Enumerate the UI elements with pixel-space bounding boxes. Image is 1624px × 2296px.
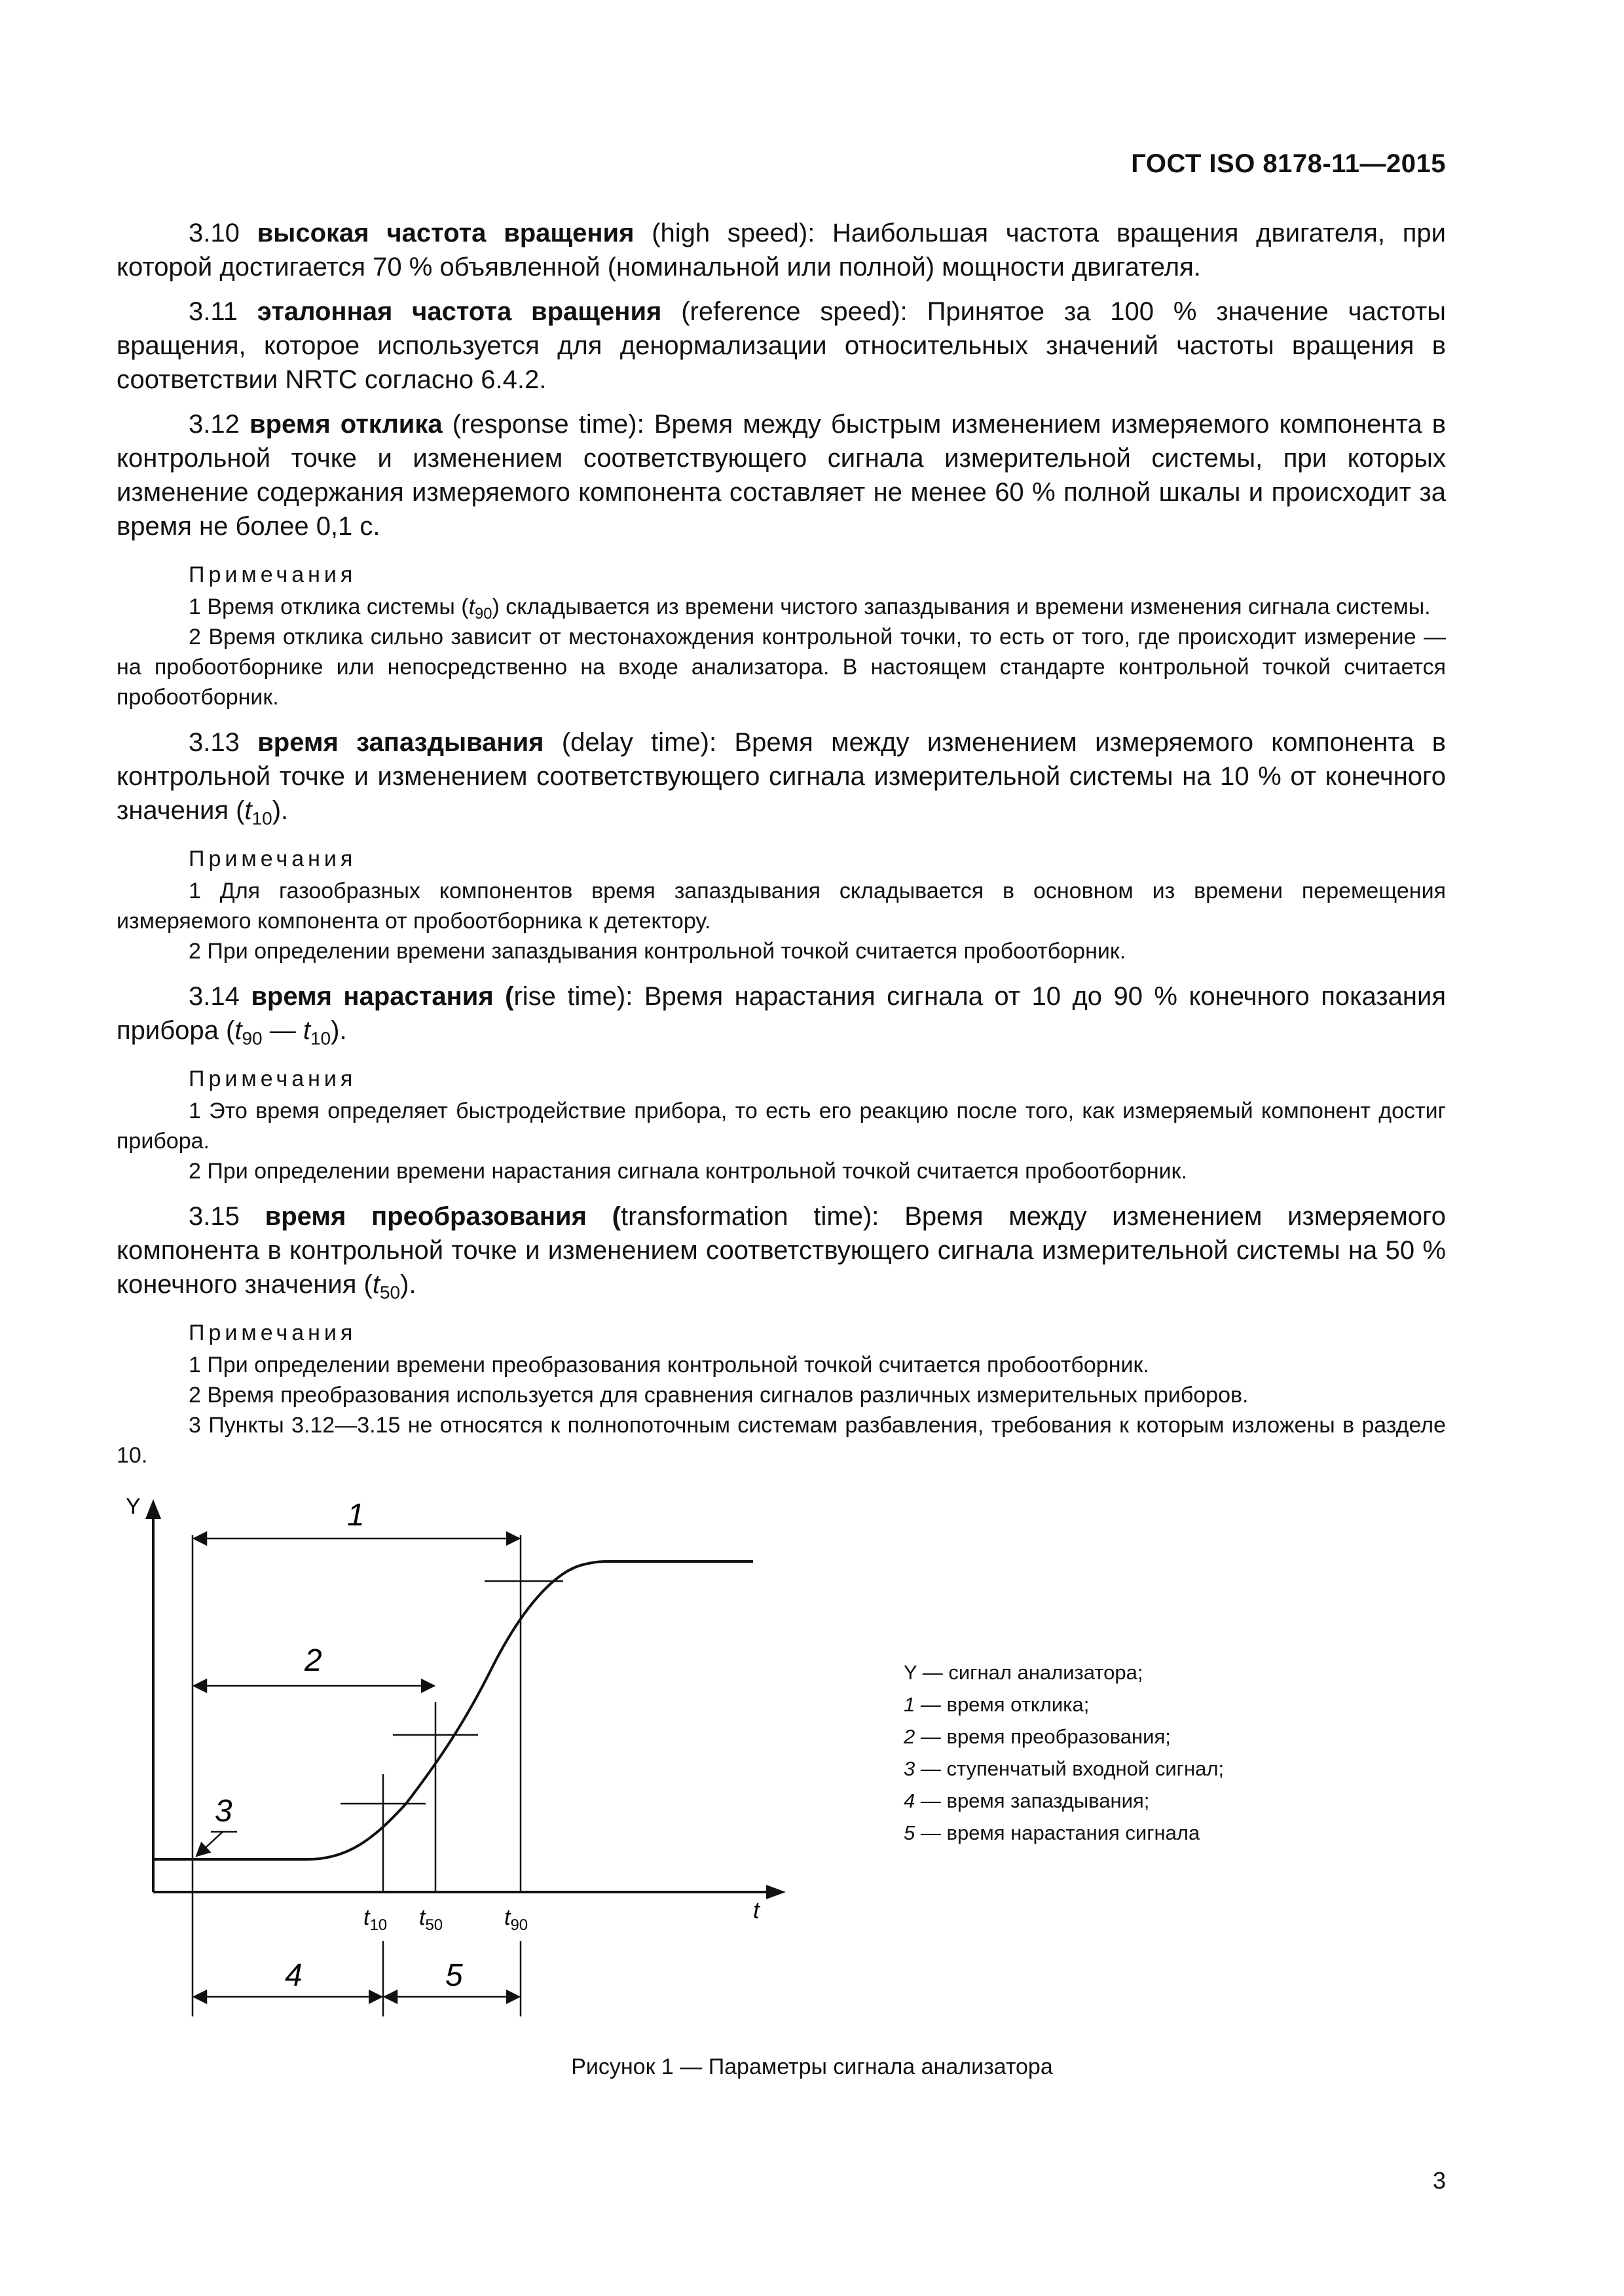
section-3-14 <box>117 979 1446 1048</box>
section-term-en: (reference speed): <box>681 297 908 326</box>
label-3: 3 <box>215 1794 232 1829</box>
section-term-en: (high speed): <box>652 219 815 247</box>
notes-3-13 <box>117 845 1446 966</box>
note-item: 1 При определении времени преобразования контрольной точкой считается пробоотборник. <box>189 1353 1149 1377</box>
section-3-10 <box>117 216 1446 284</box>
note-item: 3 Пункты 3.12—3.15 не относятся к полнопоточным системам разбавления, требования к которым изложены в разделе 10. <box>117 1413 1446 1468</box>
subscript: 90 <box>475 605 492 623</box>
section-term: эталонная частота вращения <box>257 297 662 326</box>
note-text: 1 Время отклика системы ( <box>189 594 469 619</box>
page-number: 3 <box>1432 2167 1446 2194</box>
section-term-en: (response time): <box>452 410 644 439</box>
legend-row <box>904 1721 1493 1753</box>
section-text-end: ). <box>331 1016 347 1045</box>
symbol: t <box>372 1270 380 1299</box>
notes-3-12 <box>117 560 1446 712</box>
signal-curve <box>153 1561 753 1859</box>
section-text: Наибольшая частота вращения двигателя, при которой достигается 70 % объявленной (номинальной или полной) мощности двигателя. <box>117 219 1447 282</box>
legend-text: — время отклика; <box>915 1693 1090 1716</box>
y-axis-label: Y <box>126 1494 141 1519</box>
notes-title: Примечания <box>189 1321 357 1345</box>
subscript: 10 <box>251 808 272 829</box>
tick-label-t10: $t_{10}$ <box>363 1905 388 1934</box>
section-text-end: ). <box>272 796 289 825</box>
section-3-13 <box>117 725 1446 828</box>
legend-text: — ступенчатый входной сигнал; <box>915 1757 1225 1780</box>
note-item: 1 Для газообразных компонентов время запаздывания складывается в основном из времени перемещения измеряемого компонента от пробоотборника к детектору. <box>117 879 1446 934</box>
symbol: t <box>303 1016 310 1045</box>
label-2: 2 <box>304 1643 322 1678</box>
leader-3 <box>196 1832 223 1856</box>
section-term-en: transformation time): <box>621 1202 879 1231</box>
legend-key: 3 <box>904 1757 915 1780</box>
section-text: Время между быстрым изменением измеряемого компонента в контрольной точке и изменением соответствующего сигнала измерительной системы, при которых изменение содержания измеряемого компонента составляет не менее 60 % полной шкалы и происходит за время не более 0,1 с. <box>117 410 1446 541</box>
y-axis-arrow-icon <box>145 1499 161 1519</box>
notes-3-15 <box>117 1319 1446 1470</box>
legend-row <box>904 1688 1493 1721</box>
dash: — <box>262 1016 303 1045</box>
notes-title: Примечания <box>189 1066 357 1091</box>
section-text: Время между изменением измеряемого компонента в контрольной точке и изменением соответствующего сигнала измерительной системы на 50 % конечного значения ( <box>117 1202 1446 1299</box>
symbol: t <box>234 1016 242 1045</box>
legend-row <box>904 1656 1493 1688</box>
document-body <box>117 216 1446 1484</box>
section-text: Принятое за 100 % значение частоты вращения, которое используется для денормализации относительных значений частоты вращения в соответствии NRTC согласно 6.4.2. <box>117 297 1446 394</box>
note-item: 2 Время преобразования используется для сравнения сигналов различных измерительных приборов. <box>189 1383 1249 1408</box>
section-term: высокая частота вращения <box>257 219 635 247</box>
subscript: 90 <box>242 1028 263 1049</box>
notes-3-14 <box>117 1065 1446 1186</box>
label-1: 1 <box>347 1498 365 1533</box>
legend-key: 4 <box>904 1789 915 1812</box>
note-item <box>117 592 1446 622</box>
section-3-15 <box>117 1199 1446 1302</box>
legend-text: — сигнал анализатора; <box>917 1661 1143 1684</box>
legend-key: 2 <box>904 1725 915 1748</box>
legend-key: 1 <box>904 1693 915 1716</box>
figure-analyzer-signal <box>98 1473 845 2036</box>
tick-label-t90: $t_{90}$ <box>504 1905 528 1934</box>
legend-text: — время преобразования; <box>915 1725 1171 1748</box>
note-text: ) складывается из времени чистого запаздывания и времени изменения сигнала системы. <box>492 594 1431 619</box>
legend-row <box>904 1785 1493 1817</box>
section-number: 3.11 <box>189 297 238 326</box>
x-axis-arrow-icon <box>766 1885 786 1899</box>
x-axis-label: t <box>753 1897 760 1923</box>
section-term-en: rise time): <box>513 982 633 1011</box>
note-item: 2 При определении времени запаздывания контрольной точкой считается пробоотборник. <box>189 939 1126 964</box>
section-3-12 <box>117 407 1446 543</box>
label-5: 5 <box>445 1958 463 1993</box>
section-term: время нарастания ( <box>251 982 514 1011</box>
label-4: 4 <box>285 1958 303 1993</box>
symbol: t <box>468 594 475 619</box>
section-term: время отклика <box>249 410 443 439</box>
section-term: время преобразования ( <box>265 1202 621 1231</box>
note-item: 2 Время отклика сильно зависит от местонахождения контрольной точки, то есть от того, где происходит измерение — на пробоотборнике или непосредственно на входе анализатора. В настоящем стандарте контрольной точкой считается пробоотборник. <box>117 625 1446 710</box>
section-text-end: ). <box>400 1270 416 1299</box>
section-number: 3.12 <box>189 410 240 439</box>
note-item: 2 При определении времени нарастания сигнала контрольной точкой считается пробоотборник. <box>189 1159 1187 1184</box>
section-text: Время нарастания сигнала от 10 до 90 % конечного показания прибора ( <box>117 982 1446 1045</box>
tick-label-t50: $t_{50}$ <box>419 1905 443 1934</box>
subscript: 50 <box>379 1282 401 1303</box>
legend-row <box>904 1753 1493 1785</box>
legend-text: — время нарастания сигнала <box>915 1821 1200 1844</box>
legend-row <box>904 1817 1493 1849</box>
figure-caption: Рисунок 1 — Параметры сигнала анализатора <box>571 2054 1053 2079</box>
section-number: 3.15 <box>189 1202 240 1231</box>
section-number: 3.14 <box>189 982 240 1011</box>
legend-text: — время запаздывания; <box>915 1789 1150 1812</box>
legend-key: Y <box>904 1661 917 1684</box>
note-item: 1 Это время определяет быстродействие прибора, то есть его реакцию после того, как измеряемый компонент достиг прибора. <box>117 1099 1446 1154</box>
legend-key: 5 <box>904 1821 915 1844</box>
section-term-en: (delay time): <box>561 728 717 757</box>
symbol: t <box>244 796 252 825</box>
notes-title: Примечания <box>189 847 357 871</box>
subscript: 10 <box>310 1028 331 1049</box>
section-term: время запаздывания <box>257 728 544 757</box>
section-number: 3.10 <box>189 219 240 247</box>
section-number: 3.13 <box>189 728 240 757</box>
document-header: ГОСТ ISO 8178-11—2015 <box>1131 149 1446 178</box>
section-text: Время между изменением измеряемого компонента в контрольной точке и изменением соответствующего сигнала измерительной системы на 10 % от конечного значения ( <box>117 728 1446 825</box>
notes-title: Примечания <box>189 562 357 587</box>
section-3-11 <box>117 295 1446 397</box>
figure-legend <box>904 1656 1493 1849</box>
figure-diagram <box>98 1473 845 2036</box>
